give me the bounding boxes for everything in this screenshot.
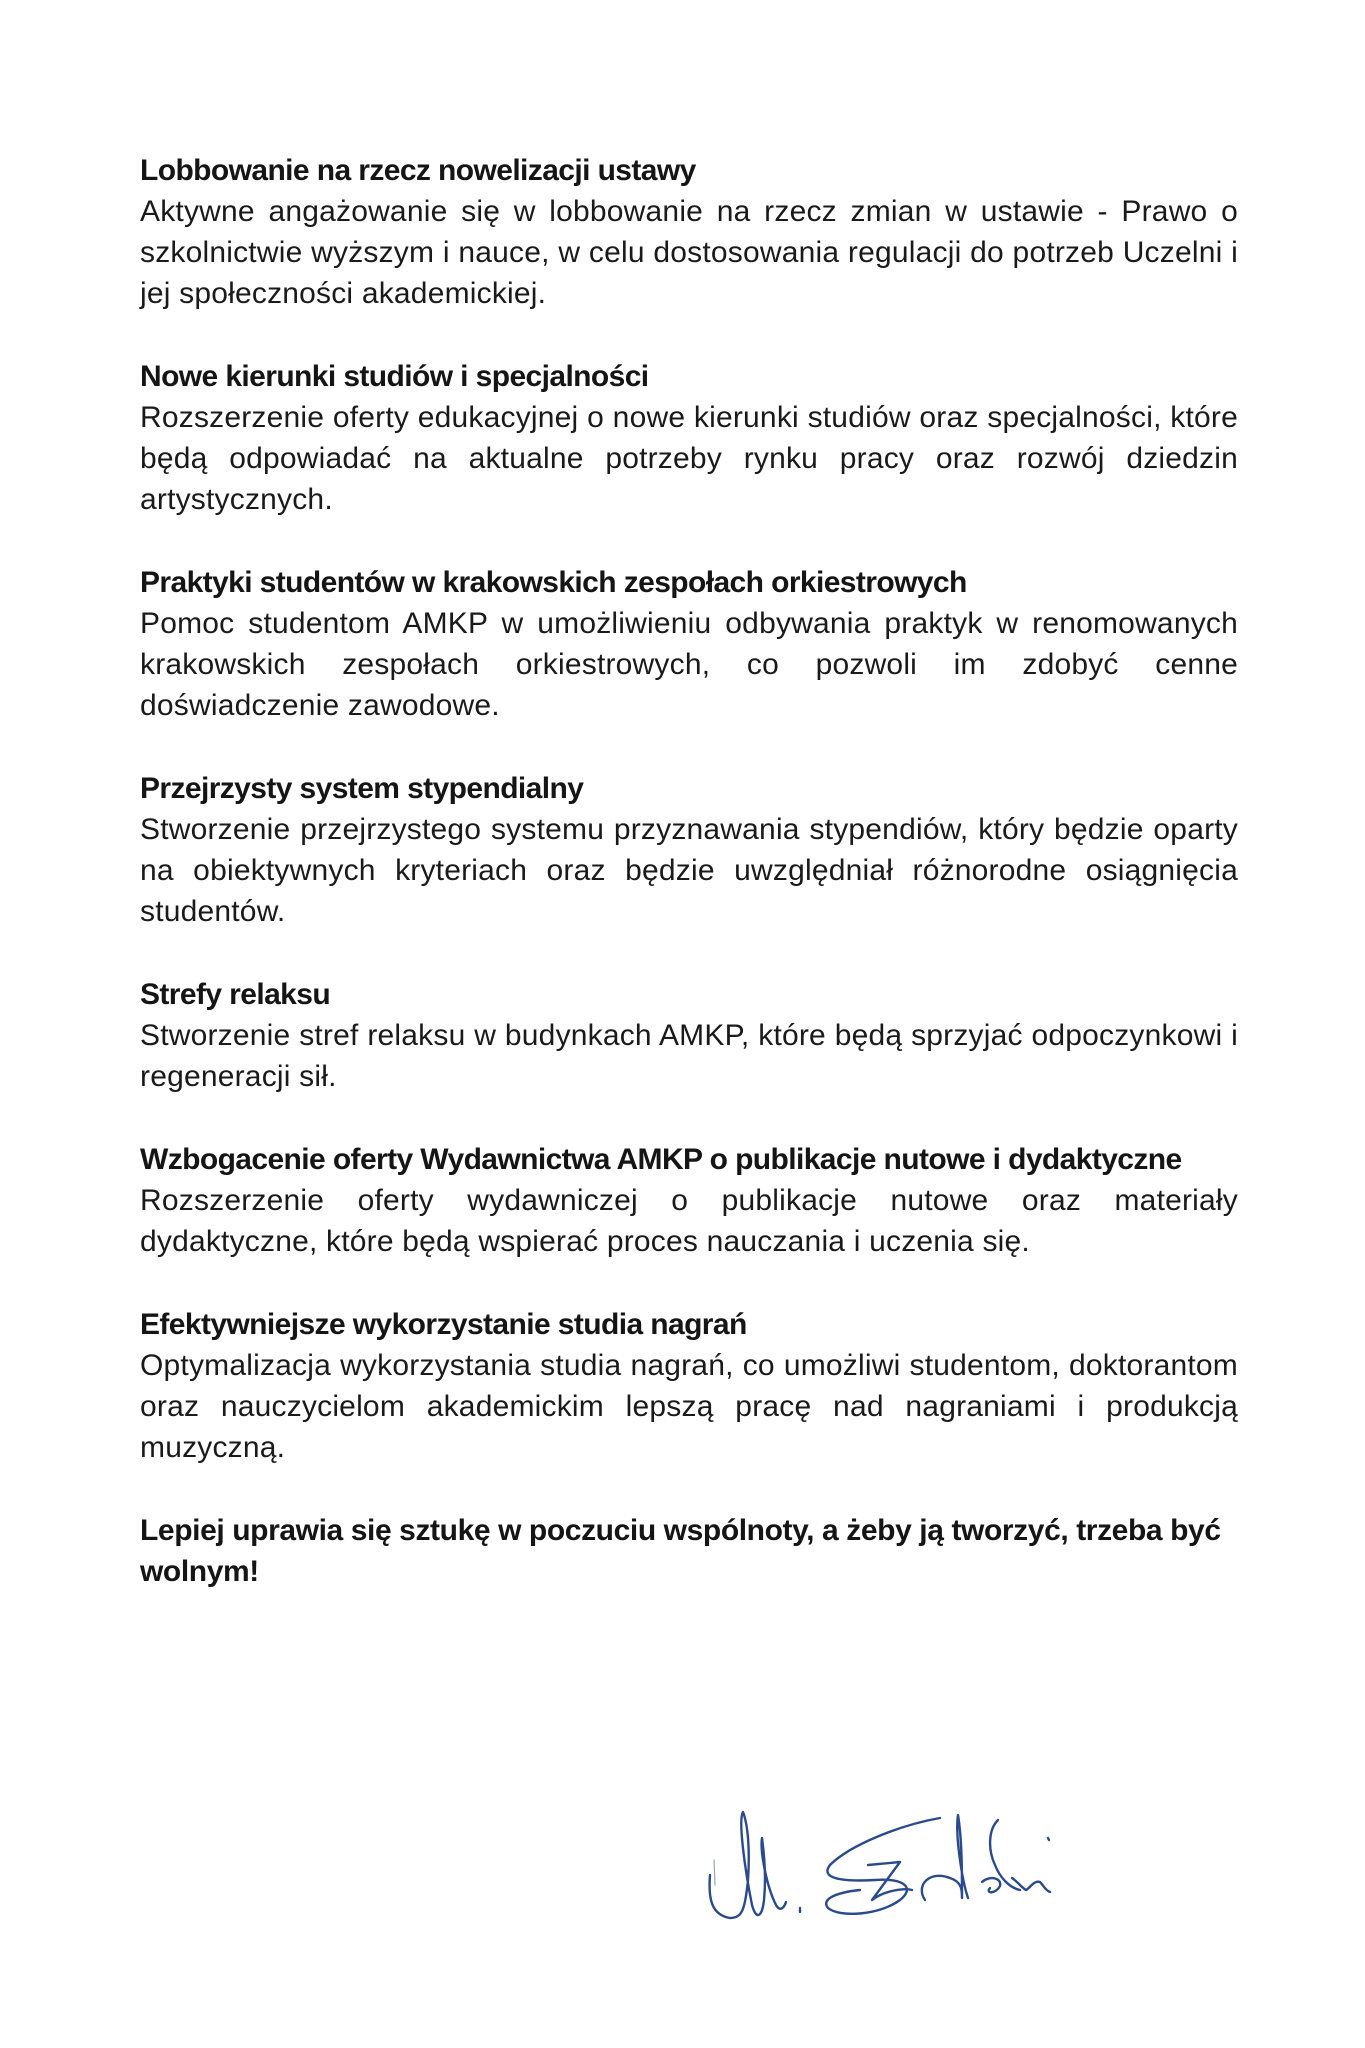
section-heading: Przejrzysty system stypendialny — [140, 772, 584, 805]
document-page — [140, 150, 1238, 1592]
section-heading: Wzbogacenie oferty Wydawnictwa AMKP o publikacje nutowe i dydaktyczne — [140, 1143, 1182, 1176]
signature-icon — [700, 1790, 1070, 1940]
section-new-programs — [140, 356, 1238, 520]
section-recording-studio — [140, 1304, 1238, 1468]
section-relax-zones — [140, 974, 1238, 1097]
section-scholarship-system — [140, 768, 1238, 932]
section-publishing — [140, 1139, 1238, 1262]
section-heading: Efektywniejsze wykorzystanie studia nagrań — [140, 1308, 747, 1341]
section-heading: Strefy relaksu — [140, 978, 331, 1011]
section-body: Rozszerzenie oferty wydawniczej o publikacje nutowe oraz materiały dydaktyczne, które będą wspierać proces nauczania i uczenia się. — [140, 1184, 1238, 1258]
section-body: Pomoc studentom AMKP w umożliwieniu odbywania praktyk w renomowanych krakowskich zespołach orkiestrowych, co pozwoli im zdobyć cenne doświadczenie zawodowe. — [140, 607, 1238, 722]
section-body: Stworzenie stref relaksu w budynkach AMKP, które będą sprzyjać odpoczynkowi i regeneracji sił. — [140, 1019, 1238, 1093]
section-body: Optymalizacja wykorzystania studia nagrań, co umożliwi studentom, doktorantom oraz nauczycielom akademickim lepszą pracę nad nagraniami i produkcją muzyczną. — [140, 1349, 1238, 1464]
section-heading: Praktyki studentów w krakowskich zespołach orkiestrowych — [140, 566, 967, 599]
section-body: Aktywne angażowanie się w lobbowanie na rzecz zmian w ustawie - Prawo o szkolnictwie wyższym i nauce, w celu dostosowania regulacji do potrzeb Uczelni i jej społeczności akademickiej. — [140, 195, 1238, 310]
section-heading: Lobbowanie na rzecz nowelizacji ustawy — [140, 154, 696, 187]
section-lobbying — [140, 150, 1238, 314]
section-heading: Nowe kierunki studiów i specjalności — [140, 360, 649, 393]
section-body: Rozszerzenie oferty edukacyjnej o nowe kierunki studiów oraz specjalności, które będą odpowiadać na aktualne potrzeby rynku pracy oraz rozwój dziedzin artystycznych. — [140, 401, 1238, 516]
section-orchestra-internships — [140, 562, 1238, 726]
closing-statement: Lepiej uprawia się sztukę w poczuciu wspólnoty, a żeby ją tworzyć, trzeba być wolnym! — [140, 1514, 1221, 1588]
section-body: Stworzenie przejrzystego systemu przyznawania stypendiów, który będzie oparty na obiektywnych kryteriach oraz będzie uwzględniał różnorodne osiągnięcia studentów. — [140, 813, 1238, 928]
